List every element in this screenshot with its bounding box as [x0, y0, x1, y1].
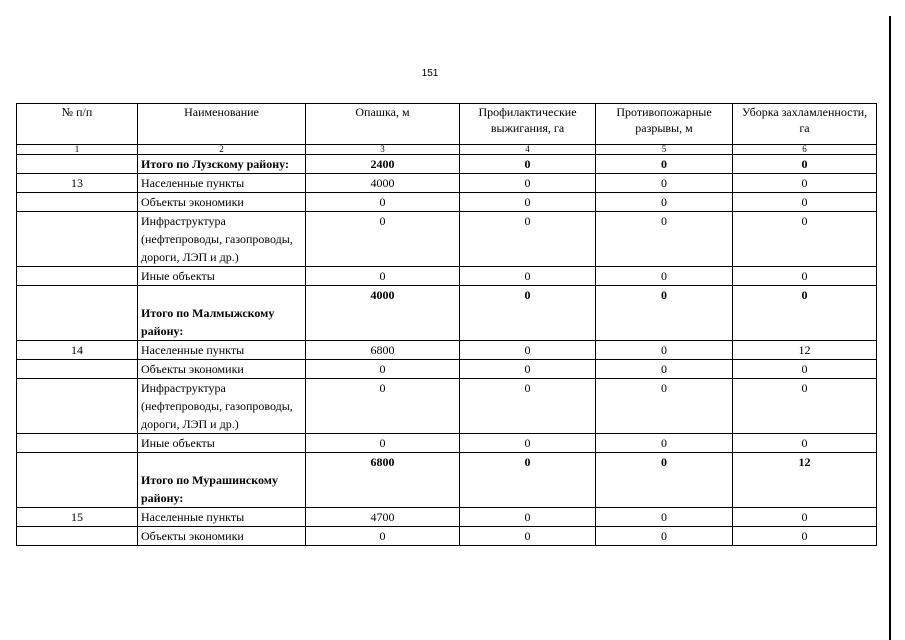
value-firebreaks: 0 — [596, 174, 733, 193]
row-number: 15 — [17, 508, 138, 527]
value-cleanup: 0 — [733, 527, 877, 546]
value-cleanup: 0 — [733, 193, 877, 212]
value-burning: 0 — [460, 360, 596, 379]
value-plowing: 0 — [306, 527, 460, 546]
total-row — [17, 286, 877, 341]
table-row — [17, 267, 877, 286]
value-plowing: 0 — [306, 193, 460, 212]
row-name: Объекты экономики — [138, 193, 306, 212]
value-burning: 0 — [460, 453, 596, 508]
value-firebreaks: 0 — [596, 434, 733, 453]
header-number: № п/п — [17, 104, 138, 145]
row-number — [17, 379, 138, 434]
header-row — [17, 104, 877, 145]
value-cleanup: 0 — [733, 174, 877, 193]
value-firebreaks: 0 — [596, 155, 733, 174]
value-plowing: 2400 — [306, 155, 460, 174]
table-row — [17, 341, 877, 360]
value-firebreaks: 0 — [596, 379, 733, 434]
table-row — [17, 212, 877, 267]
value-plowing: 4700 — [306, 508, 460, 527]
value-burning: 0 — [460, 508, 596, 527]
value-firebreaks: 0 — [596, 360, 733, 379]
value-burning: 0 — [460, 341, 596, 360]
column-number: 1 — [17, 145, 138, 155]
value-firebreaks: 0 — [596, 341, 733, 360]
value-cleanup: 0 — [733, 212, 877, 267]
row-number — [17, 360, 138, 379]
value-firebreaks: 0 — [596, 286, 733, 341]
column-number: 4 — [460, 145, 596, 155]
value-plowing: 0 — [306, 360, 460, 379]
row-name: Объекты экономики — [138, 360, 306, 379]
value-cleanup: 0 — [733, 267, 877, 286]
value-burning: 0 — [460, 155, 596, 174]
table-row — [17, 193, 877, 212]
row-number — [17, 212, 138, 267]
table-row — [17, 174, 877, 193]
row-name: Иные объекты — [138, 267, 306, 286]
value-plowing: 4000 — [306, 174, 460, 193]
row-number — [17, 286, 138, 341]
header-cleanup: Уборка захламленности, га — [733, 104, 877, 145]
value-cleanup: 0 — [733, 360, 877, 379]
value-cleanup: 0 — [733, 286, 877, 341]
row-name: Населенные пункты — [138, 341, 306, 360]
total-row — [17, 453, 877, 508]
row-number — [17, 155, 138, 174]
row-name: Итого по Мурашинскому району: — [138, 453, 306, 508]
value-burning: 0 — [460, 267, 596, 286]
table-row — [17, 527, 877, 546]
column-number-row — [17, 145, 877, 155]
column-number: 3 — [306, 145, 460, 155]
row-name: Инфраструктура (нефтепроводы, газопроводы, дороги, ЛЭП и др.) — [138, 379, 306, 434]
value-burning: 0 — [460, 286, 596, 341]
value-burning: 0 — [460, 527, 596, 546]
value-plowing: 0 — [306, 267, 460, 286]
total-row — [17, 155, 877, 174]
row-number: 14 — [17, 341, 138, 360]
column-number: 2 — [138, 145, 306, 155]
column-number: 5 — [596, 145, 733, 155]
value-cleanup: 0 — [733, 155, 877, 174]
value-plowing: 0 — [306, 379, 460, 434]
row-name: Населенные пункты — [138, 174, 306, 193]
row-name: Итого по Малмыжскому району: — [138, 286, 306, 341]
page-edge-rule — [889, 16, 891, 640]
row-number — [17, 527, 138, 546]
table-row — [17, 379, 877, 434]
value-plowing: 0 — [306, 434, 460, 453]
row-number — [17, 193, 138, 212]
value-firebreaks: 0 — [596, 212, 733, 267]
row-name: Объекты экономики — [138, 527, 306, 546]
value-burning: 0 — [460, 212, 596, 267]
table-body — [17, 155, 877, 546]
header-burning: Профилактические выжигания, га — [460, 104, 596, 145]
row-number: 13 — [17, 174, 138, 193]
value-plowing: 6800 — [306, 453, 460, 508]
row-name: Итого по Лузскому району: — [138, 155, 306, 174]
value-plowing: 0 — [306, 212, 460, 267]
value-plowing: 4000 — [306, 286, 460, 341]
value-burning: 0 — [460, 174, 596, 193]
table-row — [17, 508, 877, 527]
row-number — [17, 453, 138, 508]
value-plowing: 6800 — [306, 341, 460, 360]
row-name: Населенные пункты — [138, 508, 306, 527]
value-cleanup: 0 — [733, 379, 877, 434]
fire-safety-table — [16, 103, 877, 546]
header-plowing: Опашка, м — [306, 104, 460, 145]
value-firebreaks: 0 — [596, 453, 733, 508]
page-number: 151 — [421, 68, 439, 79]
value-firebreaks: 0 — [596, 267, 733, 286]
value-cleanup: 12 — [733, 341, 877, 360]
value-burning: 0 — [460, 193, 596, 212]
value-firebreaks: 0 — [596, 193, 733, 212]
value-cleanup: 0 — [733, 434, 877, 453]
header-name: Наименование — [138, 104, 306, 145]
value-burning: 0 — [460, 379, 596, 434]
row-number — [17, 434, 138, 453]
header-firebreaks: Противопожарные разрывы, м — [596, 104, 733, 145]
column-number: 6 — [733, 145, 877, 155]
value-firebreaks: 0 — [596, 527, 733, 546]
row-name: Иные объекты — [138, 434, 306, 453]
table-row — [17, 360, 877, 379]
value-burning: 0 — [460, 434, 596, 453]
row-name: Инфраструктура (нефтепроводы, газопроводы, дороги, ЛЭП и др.) — [138, 212, 306, 267]
row-number — [17, 267, 138, 286]
table-row — [17, 434, 877, 453]
value-cleanup: 12 — [733, 453, 877, 508]
value-cleanup: 0 — [733, 508, 877, 527]
value-firebreaks: 0 — [596, 508, 733, 527]
